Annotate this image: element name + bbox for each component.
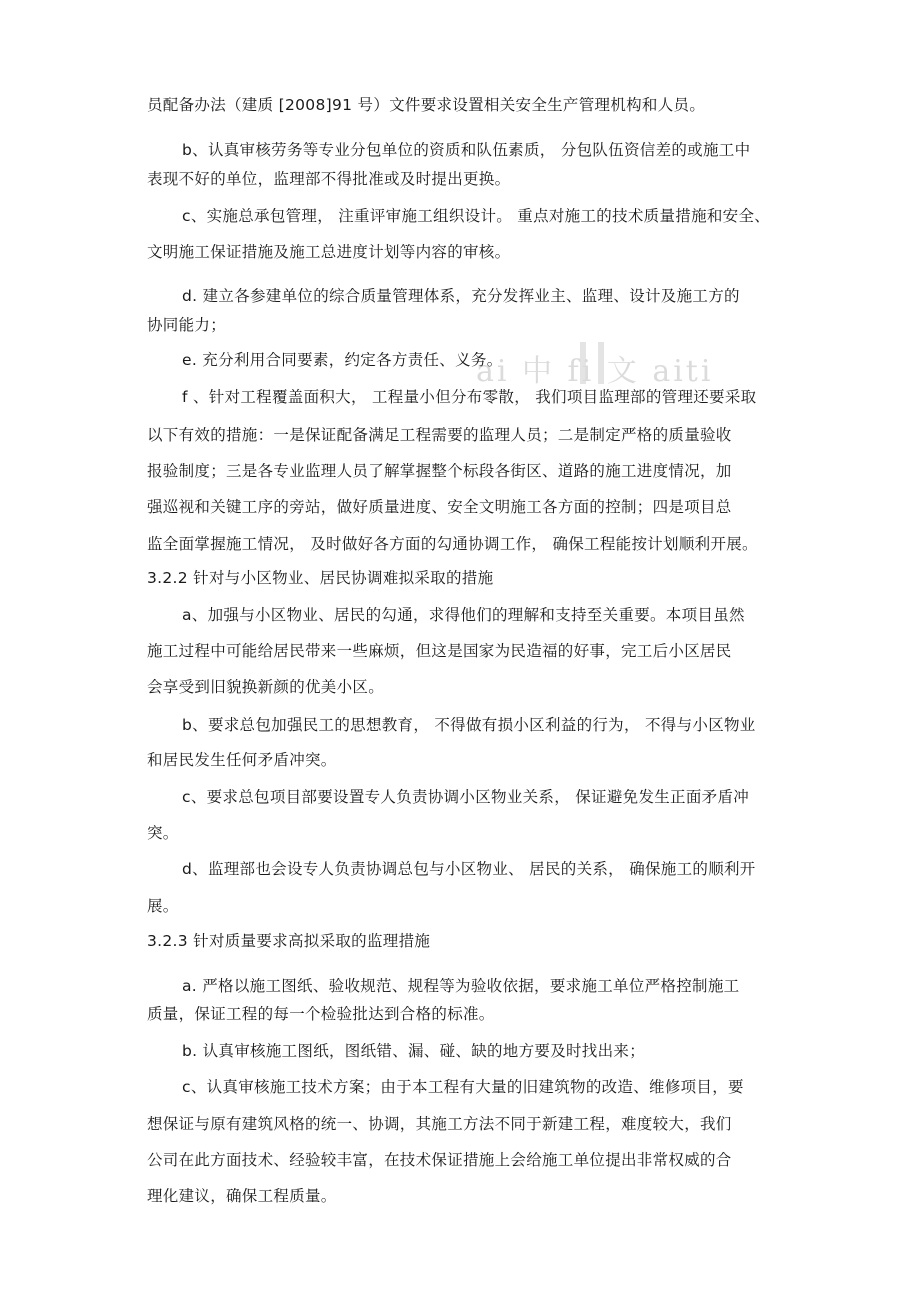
text-line: b. 认真审核施工图纸，图纸错、漏、碰、缺的地方要及时找出来；	[182, 1042, 645, 1060]
text-line: c、要求总包项目部要设置专人负责协调小区物业关系， 保证避免发生正面矛盾冲	[182, 788, 750, 806]
text-line: c、认真审核施工技术方案；由于本工程有大量的旧建筑物的改造、维修项目，要	[182, 1078, 744, 1096]
text-line: c、实施总承包管理， 注重评审施工组织设计。 重点对施工的技术质量措施和安全、	[182, 207, 771, 225]
text-line: 以下有效的措施：一是保证配备满足工程需要的监理人员；二是制定严格的质量验收	[147, 426, 732, 444]
text-line: 展。	[147, 897, 179, 915]
text-line: 公司在此方面技术、经验较丰富，在技术保证措施上会给施工单位提出非常权威的合	[147, 1151, 732, 1169]
text-line: 监全面掌握施工情况， 及时做好各方面的勾通协调工作， 确保工程能按计划顺利开展。	[147, 535, 758, 553]
text-line: b、要求总包加强民工的思想教育， 不得做有损小区利益的行为， 不得与小区物业	[182, 716, 756, 734]
section-heading-3-2-2: 3.2.2 针对与小区物业、居民协调难拟采取的措施	[147, 569, 494, 587]
watermark	[470, 340, 800, 389]
text-line: 协同能力；	[147, 316, 227, 334]
text-line: e. 充分利用合同要素，约定各方责任、义务。	[182, 351, 503, 369]
text-line: f 、针对工程覆盖面积大， 工程量小但分布零散， 我们项目监理部的管理还要采取	[182, 388, 757, 406]
text-line: 表现不好的单位，监理部不得批准或及时提出更换。	[147, 170, 511, 188]
text-line: 理化建议，确保工程质量。	[147, 1187, 337, 1205]
watermark-text: ai 中 fi 文 aiti	[476, 354, 714, 389]
text-line: d. 建立各参建单位的综合质量管理体系，充分发挥业主、监理、设计及施工方的	[182, 287, 740, 305]
text-line: 强巡视和关键工序的旁站，做好质量进度、安全文明施工各方面的控制；四是项目总	[147, 498, 732, 516]
text-line: 报验制度；三是各专业监理人员了解掌握整个标段各街区、道路的施工进度情况，加	[147, 462, 732, 480]
text-line: b、认真审核劳务等专业分包单位的资质和队伍素质， 分包队伍资信差的或施工中	[182, 141, 751, 159]
text-line: 员配备办法（建质 [2008]91 号）文件要求设置相关安全生产管理机构和人员。	[147, 96, 706, 114]
section-heading-3-2-3: 3.2.3 针对质量要求高拟采取的监理措施	[147, 932, 431, 950]
text-line: a. 严格以施工图纸、验收规范、规程等为验收依据，要求施工单位严格控制施工	[182, 977, 740, 995]
text-line: 和居民发生任何矛盾冲突。	[147, 751, 337, 769]
text-line: 会享受到旧貌换新颜的优美小区。	[147, 678, 385, 696]
text-line: d、监理部也会设专人负责协调总包与小区物业、 居民的关系， 确保施工的顺利开	[182, 860, 756, 878]
text-line: 想保证与原有建筑风格的统一、协调，其施工方法不同于新建工程，难度较大，我们	[147, 1115, 732, 1133]
text-line: 突。	[147, 824, 179, 842]
text-line: 施工过程中可能给居民带来一些麻烦，但这是国家为民造福的好事，完工后小区居民	[147, 642, 732, 660]
text-line: a、加强与小区物业、居民的勾通，求得他们的理解和支持至关重要。本项目虽然	[182, 606, 745, 624]
text-line: 质量，保证工程的每一个检验批达到合格的标准。	[147, 1005, 495, 1023]
text-line: 文明施工保证措施及施工总进度计划等内容的审核。	[147, 243, 511, 261]
